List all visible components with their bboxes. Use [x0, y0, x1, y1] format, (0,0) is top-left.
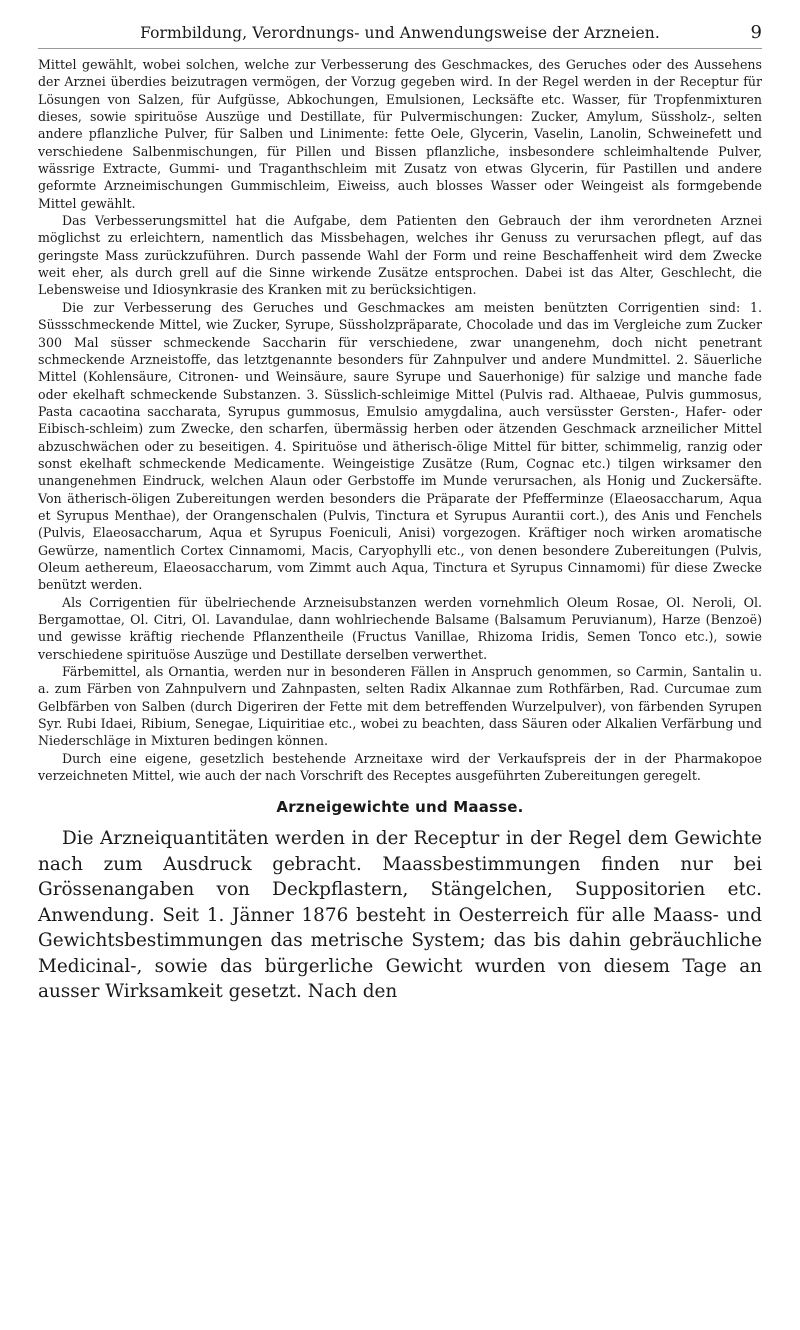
running-head — [38, 0, 762, 56]
section-text — [38, 826, 762, 1005]
paragraph-verbesserungsmittel: Das Verbesserungsmittel hat die Aufgabe, dem Patienten den Gebrauch der ihm verordneten Arznei möglichst zu erleichtern, namentlich das Missbehagen, welches ihr Genuss zu verursachen pflegt, auf das geringste Mass zurückzuführen. Durch passende Wahl der Form und reine Beschaffenheit wird dem Zwecke weit eher, als durch grell auf die Sinne wirkende Zusätze entsprochen. Dabei ist das Alter, Geschlecht, die Lebensweise und Idiosynkrasie des Kranken mit zu berücksichtigen. — [38, 213, 762, 298]
book-page — [38, 0, 762, 1005]
paragraph-faerbemittel: Färbemittel, als Ornantia, werden nur in besonderen Fällen in Anspruch genommen, so Carmin, Santalin u. a. zum Färben von Zahnpulvern und Zahnpasten, selten Radix Alkannae zum Rothfärben, Rad. Curcumae zum Gelbfärben von Salben (durch Digeriren der Fette mit dem betreffenden Wurzelpulver), von färbenden Syrupen Syr. Rubi Idaei, Ribium, Senegae, Liquiritiae etc., wobei zu beachten, dass Säuren oder Alkalien Verfärbung und Niederschläge in Mixturen bedingen können. — [38, 664, 762, 749]
header-rule — [38, 48, 762, 49]
paragraph-corrigentien-geschmack: Die zur Verbesserung des Geruches und Geschmackes am meisten benützten Corrigentien sind: 1. Süssschmeckende Mittel, wie Zucker, Syrupe, Süssholzpräparate, Chocolade und das im Vergleiche zum Zucker 300 Mal süsser schmeckende Saccharin für verschiedene, zwar unangenehm, doch nicht penetrant schmeckende Arzneistoffe, das letztgenannte besonders für Zahnpulver und andere Mundmittel. 2. Säuerliche Mittel (Kohlensäure, Citronen- und Weinsäure, saure Syrupe und Sauerhonige) für salzige und manche fade oder ekelhaft schmeckende Substanzen. 3. Süsslich-schleimige Mittel (Pulvis rad. Althaeae, Pulvis gummosus, Pasta cacaotina saccharata, Syrupus gummosus, Emulsio amygdalina, auch versüsster Gersten-, Hafer- oder Eibisch-schleim) zum Zwecke, den scharfen, übermässig herben oder ätzenden Geschmack arzneilicher Mittel abzuschwächen oder zu beseitigen. 4. Spirituöse und ätherisch-ölige Mittel für bitter, schimmelig, ranzig oder sonst ekelhaft schmeckende Medicamente. Weingeistige Zusätze (Rum, Cognac etc.) tilgen wirksamer den unangenehmen Eindruck, welchen Alaun oder Gerbstoffe im Munde verursachen, als Honig und Zuckersäfte. Von ätherisch-öligen Zubereitungen werden besonders die Präparate der Pfefferminze (Elaeosaccharum, Aqua et Syrupus Menthae), der Orangenschalen (Pulvis, Tinctura et Syrupus Aurantii cort.), des Anis und Fenchels (Pulvis, Elaeosaccharum, Aqua et Syrupus Foeniculi, Anisi) vorgezogen. Kräftiger noch wirken aromatische Gewürze, namentlich Cortex Cinnamomi, Macis, Caryophylli etc., von denen besondere Zubereitungen (Pulvis, Oleum aethereum, Elaeosaccharum, vom Zimmt auch Aqua, Tinctura et Syrupus Cinnamomi) für diese Zwecke benützt werden. — [38, 299, 762, 593]
paragraph-corrigentien-geruch: Als Corrigentien für übelriechende Arzneisubstanzen werden vornehmlich Oleum Rosae, Ol. Neroli, Ol. Bergamottae, Ol. Citri, Ol. Lavandulae, dann wohlriechende Balsame (Balsamum Peruvianum), Harze (Benzoë) und gewisse kräftig riechende Pflanzentheile (Fructus Vanillae, Rhizoma Iridis, Semen Tonco etc.), sowie verschiedene spirituöse Auszüge und Destillate derselben verwerthet. — [38, 594, 762, 662]
main-text — [38, 56, 762, 784]
paragraph-arzneigewichte: Die Arzneiquantitäten werden in der Receptur in der Regel dem Gewichte nach zum Ausdruck gebracht. Maassbestimmungen finden nur bei Grössenangaben von Deckpflastern, Stängelchen, Suppositorien etc. Anwendung. Seit 1. Jänner 1876 besteht in Oesterreich für alle Maass- und Gewichtsbestimmungen das metrische System; das bis dahin gebräuchliche Medicinal-, sowie das bürgerliche Gewicht wurden von diesem Tage an ausser Wirksamkeit gesetzt. Nach den — [38, 828, 762, 1003]
section-heading: Arzneigewichte und Maasse. — [276, 798, 524, 817]
page-number: 9 — [750, 22, 762, 43]
running-title: Formbildung, Verordnungs- und Anwendungsweise der Arzneien. — [140, 24, 660, 42]
paragraph-form-vehicles: Mittel gewählt, wobei solchen, welche zur Verbesserung des Geschmackes, des Geruches oder des Aussehens der Arznei überdies beizutragen vermögen, der Vorzug gegeben wird. In der Regel werden in der Receptur für Lösungen von Salzen, für Aufgüsse, Abkochungen, Emulsionen, Lecksäfte etc. Wasser, für Tropfenmixturen dieses, sowie spirituöse Auszüge und Destillate, für Pulvermischungen: Zucker, Amylum, Süssholz-, selten andere pflanzliche Pulver, für Salben und Linimente: fette Oele, Glycerin, Vaselin, Lanolin, Schweinefett und verschiedene Salbenmischungen, für Pillen und Bissen pflanzliche, insbesondere schleimhaltende Pulver, wässrige Extracte, Gummi- und Traganthschleim mit Zusatz von etwas Glycerin, für Pastillen und andere geformte Arzneimischungen Gummischleim, Eiweiss, auch blosses Wasser oder Weingeist als formgebende Mittel gewählt. — [38, 57, 762, 211]
paragraph-arzneitaxe: Durch eine eigene, gesetzlich bestehende Arzneitaxe wird der Verkaufspreis der in der Pharmakopoe verzeichneten Mittel, wie auch der nach Vorschrift des Receptes ausgeführten Zubereitungen geregelt. — [38, 750, 762, 784]
